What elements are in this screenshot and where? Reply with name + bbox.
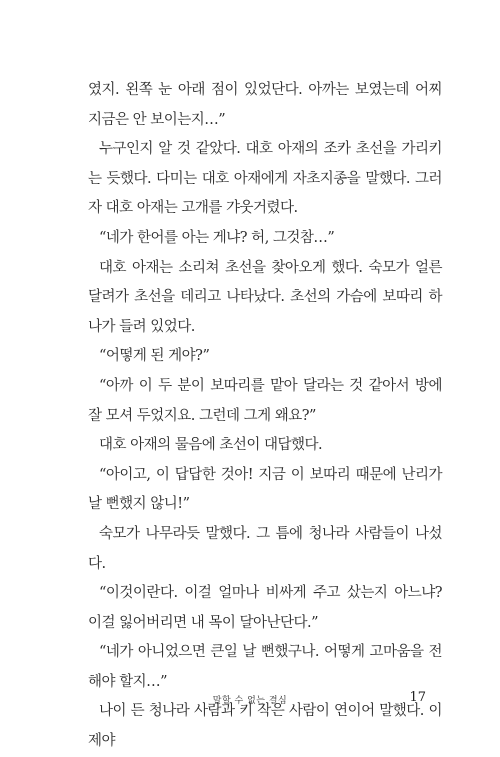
paragraph: 숙모가 나무라듯 말했다. 그 틈에 청나라 사람들이 나섰다. bbox=[88, 525, 442, 572]
paragraph: 였지. 왼쪽 눈 아래 점이 있었단다. 아까는 보였는데 어찌 지금은 안 보이는지…” bbox=[88, 82, 442, 128]
paragraph: 나이 든 청나라 사람과 키 작은 사람이 연이어 말했다. 이제야 bbox=[88, 703, 442, 750]
body-text bbox=[88, 76, 442, 757]
page-footer bbox=[0, 690, 500, 710]
running-title: 말할 수 없는 결심 bbox=[212, 696, 288, 706]
paragraph: “아까 이 두 분이 보따리를 맡아 달라는 것 같아서 방에 잘 모셔 두었지요. 그런데 그게 왜요?” bbox=[88, 377, 442, 424]
paragraph: “네가 아니었으면 큰일 날 뻔했구나. 어떻게 고마움을 전해야 할지…” bbox=[88, 644, 442, 690]
paragraph: “어떻게 된 게야?” bbox=[99, 348, 210, 365]
paragraph: 대호 아재의 물음에 초선이 대답했다. bbox=[99, 437, 323, 454]
paragraph: “아이고, 이 답답한 것아! 지금 이 보따리 때문에 난리가 날 뻔했지 않니!” bbox=[88, 466, 442, 513]
paragraph: 누구인지 알 것 같았다. 대호 아재의 조카 초선을 가리키는 듯했다. 다미는 대호 아재에게 자초지종을 말했다. 그러자 대호 아재는 고개를 갸웃거렸다. bbox=[88, 141, 442, 217]
paragraph: “네가 한어를 아는 게냐? 허, 그것참…” bbox=[99, 229, 335, 246]
page-number: 17 bbox=[409, 690, 426, 705]
paragraph: 대호 아재는 소리쳐 초선을 찾아오게 했다. 숙모가 얼른 달려가 초선을 데리고 나타났다. 초선의 가슴에 보따리 하나가 들려 있었다. bbox=[88, 259, 442, 335]
paragraph: “이것이란다. 이걸 얼마나 비싸게 주고 샀는지 아느냐? 이걸 잃어버리면 내 목이 달아난단다.” bbox=[88, 585, 442, 631]
